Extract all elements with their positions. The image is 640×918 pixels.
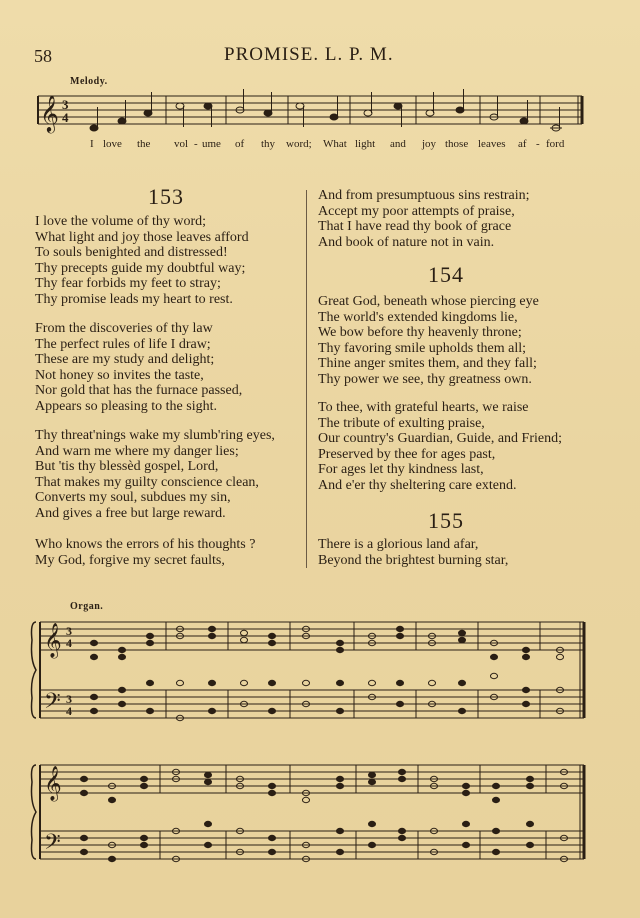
lyric-syllable: af [518,138,527,150]
lyric-syllable: I [90,138,94,150]
stanza [35,537,255,568]
verse-line: Thine anger smites them, and they fall; [318,356,537,372]
lyric-syllable: word; [286,138,312,150]
verse-line: Thy precepts guide my doubtful way; [35,260,246,276]
stanza [35,214,249,308]
svg-text:4: 4 [62,110,69,125]
verse-line: Thy power we see, thy greatness own. [318,371,532,387]
verse-line: These are my study and delight; [35,352,215,368]
verse-line: There is a glorious land afar, [318,537,479,552]
verse-line: To souls benighted and distressed! [35,245,228,261]
verse-line: Thy favoring smile upholds them all; [318,340,527,356]
hymn-number: 153 [148,184,184,209]
treble-clef-icon: 𝄞 [40,94,59,132]
organ-notes-1 [91,626,564,720]
verse-line: My God, forgive my secret faults, [35,552,225,568]
svg-text:3: 3 [66,692,72,706]
verse-line: Who knows the errors of his thoughts ? [35,537,256,552]
verse-line: I love the volume of thy word; [35,214,207,229]
column-divider [306,190,307,568]
lyric-syllable: What [323,138,347,150]
hymn-number: 155 [428,508,464,533]
lyric-syllable: leaves [478,138,506,150]
svg-text:4: 4 [66,636,72,650]
organ-label: Organ. [70,601,104,612]
verse-line: From the discoveries of thy law [35,321,213,336]
brace-icon [32,622,37,718]
stanza [318,400,562,494]
melody-lyrics [0,138,640,154]
stanza [35,428,275,522]
treble-clef-icon: 𝄞 [44,766,62,801]
stanza [318,294,539,388]
verse-line: Nor gold that has the furnace passed, [35,383,243,399]
verse-line: Our country's Guardian, Guide, and Friend; [318,431,562,447]
verse-line: To thee, with grateful hearts, we raise [318,400,529,415]
verse-line: And gives a free but large reward. [35,505,226,521]
organ-system-2 [40,765,584,859]
lyric-syllable: - [536,138,540,150]
verse-line: But 'tis thy blessèd gospel, Lord, [35,459,219,475]
bass-clef-icon: 𝄢 [44,830,61,860]
page-number: 58 [34,46,52,66]
verse-line: And e'er thy sheltering care extend. [318,477,517,493]
lyric-syllable: love [103,138,122,150]
lyric-syllable: ume [202,138,221,150]
brace-icon [32,765,37,859]
lyric-syllable: - [194,138,198,150]
svg-text:3: 3 [62,97,69,112]
verse-line: Thy fear forbids my feet to stray; [35,276,221,292]
verse-line: And warn me where my danger lies; [35,443,239,459]
verse-line: That I have read thy book of grace [318,219,512,235]
treble-clef-icon: 𝄞 [44,623,62,658]
verse-line: For ages let thy kindness last, [318,462,484,478]
lyric-syllable: light [355,138,376,150]
verse-line: The perfect rules of life I draw; [35,336,211,352]
stanza-continuation [318,188,530,250]
verse-line: Thy promise leads my heart to rest. [35,291,233,307]
lyric-syllable: those [445,138,469,150]
verse-line: Thy threat'nings wake my slumb'ring eyes, [35,428,275,443]
organ-notes-2 [81,769,568,861]
verse-line: And from presumptuous sins restrain; [318,188,530,203]
lyric-syllable: the [137,138,151,150]
verse-line: That makes my guilty conscience clean, [35,474,259,490]
svg-text:3: 3 [66,624,72,638]
verse-line: Accept my poor attempts of praise, [318,203,515,219]
lyric-syllable: and [390,138,406,150]
hymn-number: 154 [428,262,464,287]
verse-line: Preserved by thee for ages past, [318,446,496,462]
verse-line: The world's extended kingdoms lie, [318,309,518,325]
lyric-syllable: thy [261,138,276,150]
verse-line: Appears so pleasing to the sight. [35,398,217,414]
verse-line: Not honey so invites the taste, [35,367,204,383]
verse-line: The tribute of exulting praise, [318,415,485,431]
melody-label: Melody. [70,76,108,87]
stanza [35,321,242,415]
verse-line: Great God, beneath whose piercing eye [318,294,539,309]
lyric-syllable: joy [422,138,437,150]
lyric-syllable: of [235,138,245,150]
svg-text:4: 4 [66,704,72,718]
verse-line: We bow before thy heavenly throne; [318,325,522,341]
bass-clef-icon: 𝄢 [44,689,61,719]
stanza [318,537,508,568]
lyric-syllable: vol [174,138,189,150]
lyric-syllable: ford [546,138,565,150]
verse-line: Converts my soul, subdues my sin, [35,490,231,506]
verse-line: And book of nature not in vain. [318,234,495,250]
verse-line: What light and joy those leaves afford [35,229,249,245]
verse-line: Beyond the brightest burning star, [318,552,509,568]
tune-title: PROMISE. L. P. M. [224,44,394,65]
